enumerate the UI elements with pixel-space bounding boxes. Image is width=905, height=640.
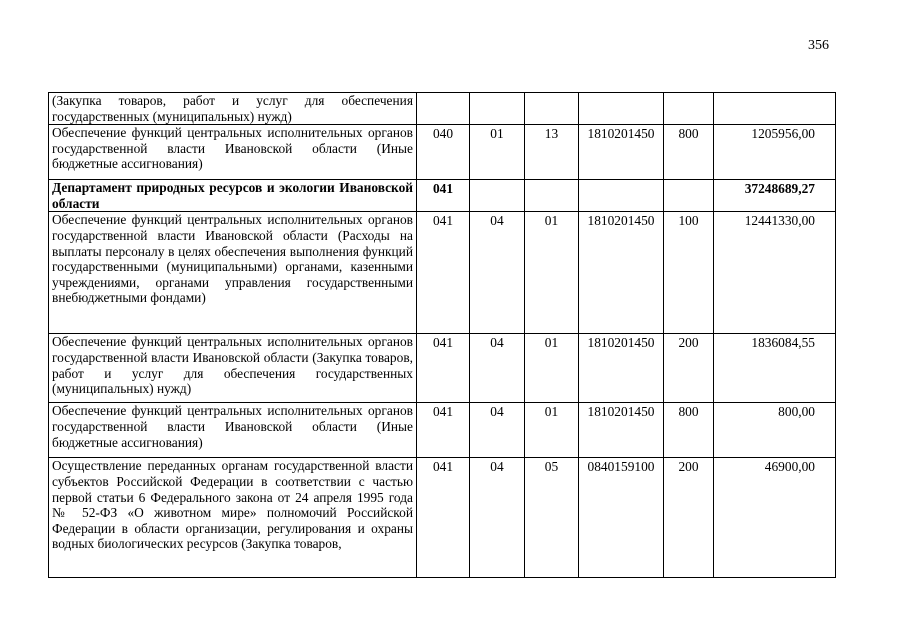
row-description: Обеспечение функций центральных исполнительных органов государственной власти Ивановской области (Иные бюджетные ассигнования): [49, 403, 417, 458]
row-target-code: 0840159100: [579, 458, 664, 578]
row-section-code: [470, 93, 525, 125]
row-subsection-code: [525, 93, 579, 125]
row-section-code: 04: [470, 212, 525, 334]
row-subsection-code: 13: [525, 125, 579, 180]
row-section-code: 04: [470, 334, 525, 403]
row-section-code: [470, 180, 525, 212]
table-row: [49, 93, 836, 125]
table-row: [49, 403, 836, 458]
row-expense-type-code: 800: [664, 403, 714, 458]
row-expense-type-code: 200: [664, 458, 714, 578]
row-expense-type-code: [664, 93, 714, 125]
row-expense-type-code: 100: [664, 212, 714, 334]
row-target-code: 1810201450: [579, 125, 664, 180]
table-row: [49, 180, 836, 212]
row-ministry-code: 041: [417, 334, 470, 403]
table-row: [49, 458, 836, 578]
table-row: [49, 212, 836, 334]
row-section-code: 04: [470, 403, 525, 458]
row-target-code: 1810201450: [579, 334, 664, 403]
row-target-code: [579, 93, 664, 125]
row-amount: 1836084,55: [714, 334, 836, 403]
table-row: [49, 334, 836, 403]
row-description: Обеспечение функций центральных исполнительных органов государственной власти Ивановской области (Закупка товаров, работ и услуг для обеспечения государственных (муниципальных) нужд): [49, 334, 417, 403]
row-expense-type-code: 800: [664, 125, 714, 180]
row-ministry-code: 041: [417, 403, 470, 458]
row-subsection-code: 01: [525, 403, 579, 458]
row-ministry-code: 041: [417, 212, 470, 334]
table-row: [49, 125, 836, 180]
row-description: Обеспечение функций центральных исполнительных органов государственной власти Ивановской области (Иные бюджетные ассигнования): [49, 125, 417, 180]
row-section-code: 01: [470, 125, 525, 180]
row-subsection-code: 05: [525, 458, 579, 578]
row-expense-type-code: [664, 180, 714, 212]
row-amount: 800,00: [714, 403, 836, 458]
row-expense-type-code: 200: [664, 334, 714, 403]
row-ministry-code: 041: [417, 180, 470, 212]
row-target-code: 1810201450: [579, 212, 664, 334]
row-amount: [714, 93, 836, 125]
row-subsection-code: 01: [525, 212, 579, 334]
row-description: Осуществление переданных органам государственной власти субъектов Российской Федерации в соответствии с частью первой статьи 6 Федерального закона от 24 апреля 1995 года № 52-ФЗ «О животном мире» полномочий Российской Федерации в области организации, регулирования и охраны водных биологических ресурсов (Закупка товаров,: [49, 458, 417, 578]
row-description: Обеспечение функций центральных исполнительных органов государственной власти Ивановской области (Расходы на выплаты персоналу в целях обеспечения выполнения функций государственными (муниципальными) органами, казенными учреждениями, органами управления государственными внебюджетными фондами): [49, 212, 417, 334]
row-ministry-code: 041: [417, 458, 470, 578]
budget-table: [48, 92, 836, 578]
row-amount: 37248689,27: [714, 180, 836, 212]
row-amount: 46900,00: [714, 458, 836, 578]
row-subsection-code: [525, 180, 579, 212]
row-target-code: 1810201450: [579, 403, 664, 458]
row-amount: 1205956,00: [714, 125, 836, 180]
row-target-code: [579, 180, 664, 212]
row-section-code: 04: [470, 458, 525, 578]
page-number: 356: [808, 38, 829, 53]
row-subsection-code: 01: [525, 334, 579, 403]
row-description: Департамент природных ресурсов и экологии Ивановской области: [49, 180, 417, 212]
row-ministry-code: [417, 93, 470, 125]
row-amount: 12441330,00: [714, 212, 836, 334]
row-description: (Закупка товаров, работ и услуг для обеспечения государственных (муниципальных) нужд): [49, 93, 417, 125]
row-ministry-code: 040: [417, 125, 470, 180]
